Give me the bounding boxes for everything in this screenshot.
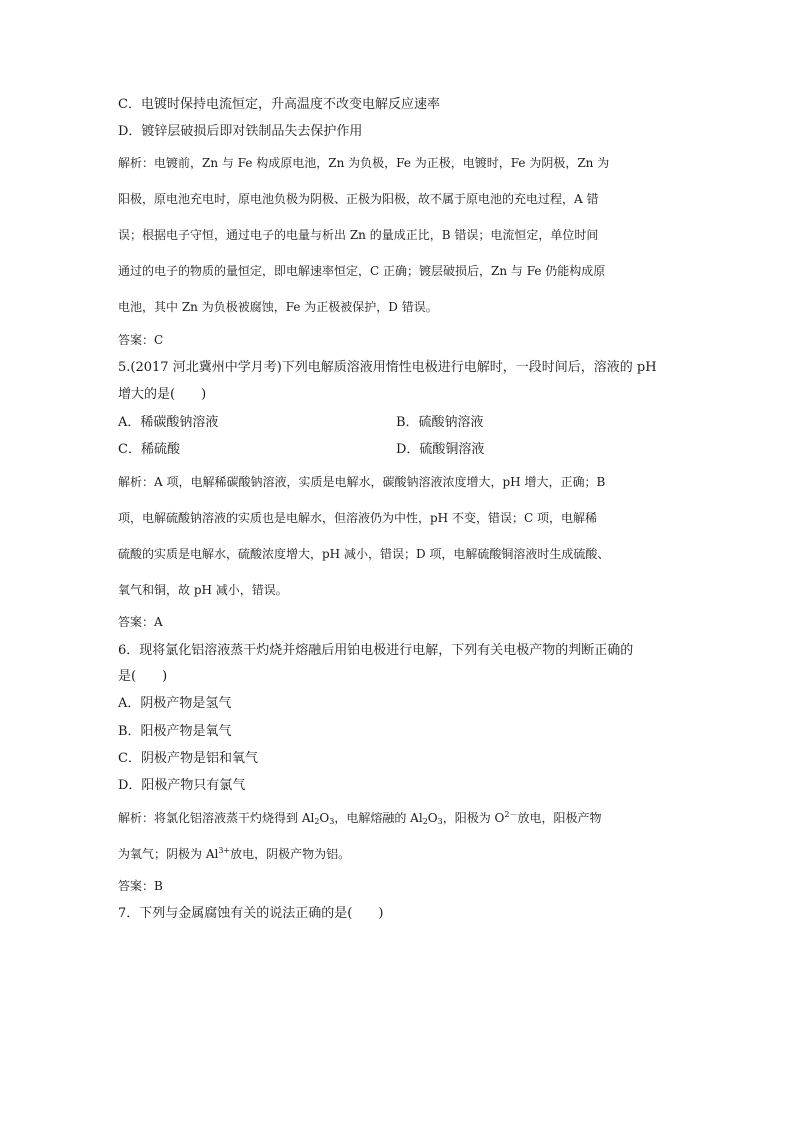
q4-option-d: D．镀锌层破损后即对铁制品失去保护作用 <box>118 124 363 139</box>
q7-stem: 7．下列与金属腐蚀有关的说法正确的是( ) <box>118 906 384 921</box>
q4-analysis-line-3: 误；根据电子守恒，通过电子的电量与析出 Zn 的量成正比，B 错误；电流恒定，单位时间 <box>118 228 599 242</box>
q5-option-c: C．稀硫酸 <box>118 442 180 457</box>
q5-option-a: A．稀碳酸钠溶液 <box>118 415 219 430</box>
q6-option-a: A．阴极产物是氢气 <box>118 696 232 711</box>
q4-answer: 答案：C <box>118 333 164 347</box>
q5-analysis-line-2: 项，电解硫酸钠溶液的实质也是电解水，但溶液仍为中性，pH 不变，错误；C 项，电解稀 <box>118 511 597 525</box>
q5-stem-line-2: 增大的是( ) <box>118 387 207 402</box>
q4-analysis-line-1: 解析：电镀前，Zn 与 Fe 构成原电池，Zn 为负极，Fe 为正极，电镀时，Fe 为阴极，Zn 为 <box>118 156 610 170</box>
q5-option-b: B．硫酸钠溶液 <box>396 415 484 430</box>
q5-option-d: D．硫酸铜溶液 <box>396 442 485 457</box>
q6-option-d: D．阳极产物只有氯气 <box>118 778 246 793</box>
q4-option-c: C．电镀时保持电流恒定，升高温度不改变电解反应速率 <box>118 97 440 112</box>
q6-analysis-line-2: 为氧气；阴极为 $Al^{3+}$放电，阴极产物为铝。 <box>118 846 351 861</box>
q4-analysis-line-5: 电池，其中 Zn 为负极被腐蚀，Fe 为正极被保护，D 错误。 <box>118 300 438 314</box>
q6-stem-line-2: 是( ) <box>118 669 168 684</box>
q6-analysis-line-1: 解析：将氯化铝溶液蒸干灼烧得到 $Al_2O_3$，电解熔融的 $Al_2O_3$，阳极为 $O^{2-}$放电，阳极产物 <box>118 810 602 826</box>
q5-analysis-line-3: 硫酸的实质是电解水，硫酸浓度增大，pH 减小，错误；D 项，电解硫酸铜溶液时生成硫酸、 <box>118 547 610 561</box>
q5-stem-line-1: 5.(2017 河北冀州中学月考)下列电解质溶液用惰性电极进行电解时，一段时间后，溶液的 pH <box>118 360 657 375</box>
q5-analysis-line-4: 氧气和铜，故 pH 减小，错误。 <box>118 583 288 597</box>
q6-stem-line-1: 6．现将氯化铝溶液蒸干灼烧并熔融后用铂电极进行电解，下列有关电极产物的判断正确的 <box>118 643 634 658</box>
q6-option-b: B．阳极产物是氧气 <box>118 724 232 739</box>
q6-option-c: C．阴极产物是铝和氧气 <box>118 751 258 766</box>
q6-answer: 答案：B <box>118 879 163 893</box>
q5-answer: 答案：A <box>118 615 163 629</box>
q4-analysis-line-4: 通过的电子的物质的量恒定，即电解速率恒定，C 正确；镀层破损后，Zn 与 Fe 仍能构成原 <box>118 264 606 278</box>
q4-analysis-line-2: 阳极，原电池充电时，原电池负极为阴极、正极为阳极，故不属于原电池的充电过程，A 错 <box>118 192 599 206</box>
q5-analysis-line-1: 解析：A 项，电解稀碳酸钠溶液，实质是电解水，碳酸钠溶液浓度增大，pH 增大，正确；B <box>118 475 606 489</box>
